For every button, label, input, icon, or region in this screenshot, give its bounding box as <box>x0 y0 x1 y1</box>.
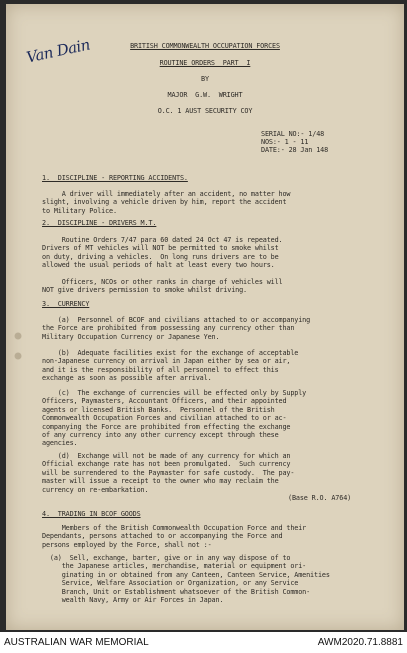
section-3-a: (a) Personnel of BCOF and civilians attached to or accompanying the Force are prohibited from possessing any currency other than Military Occupation Currency or Japanese Yen. <box>42 316 311 341</box>
section-3-reference: (Base R.O. A764) <box>288 494 352 502</box>
archive-footer <box>0 632 407 653</box>
section-4-body: Members of the British Commonwealth Occupation Force and their Dependants, persons attached to or accompanying the Force and persons employed by the Force, shall not :- <box>42 524 307 549</box>
header-officer: MAJOR G.W. WRIGHT <box>167 91 243 99</box>
serial-number: SERIAL NO:- 1/48 <box>261 130 325 138</box>
footer-institution: AUSTRALIAN WAR MEMORIAL <box>4 637 149 648</box>
section-2-title: 2. DISCIPLINE - DRIVERS M.T. <box>42 219 157 227</box>
punch-hole-bottom <box>15 353 22 360</box>
section-4-title: 4. TRADING IN BCOF GOODS <box>42 510 141 518</box>
section-1-body: A driver will immediately after an accident, no matter how slight, involving a vehicle driven by him, report the accident to Military Police. <box>42 190 291 215</box>
serial-date: DATE:- 28 Jan 148 <box>261 146 329 154</box>
section-3-c: (c) The exchange of currencies will be effected only by Supply Officers, Paymasters, Accountant Officers, and their appointed agents or licensed British Banks. Personnel of the British Commonwealth Occupation Forces and civilian attached to or ac- companying the Force are prohibited from effecting the exchange of any currency into any other currency except through these agencies. <box>42 389 307 448</box>
handwritten-signature: Van Dain <box>24 35 92 67</box>
section-4-a: (a) Sell, exchange, barter, give or in any way dispose of to the Japanese articles, merchandise, material or equipment ori- ginating in or obtained from any Canteen, Canteen Service, Amenities Service, Welfare Association or Organization, or any Service Branch, Unit or Establishment whatsoever of the British Common- wealth Navy, Army or Air Forces in Japan. <box>49 554 330 605</box>
punch-hole-top <box>15 333 22 340</box>
section-3-b: (b) Adequate facilities exist for the exchange of acceptable non-Japanese currency on arrival in Japan either by sea or air, and it is the responsibility of all personnel to effect this exchange as soon as possible after arrival. <box>42 349 299 383</box>
document-page <box>6 4 404 630</box>
footer-accession-number: AWM2020.71.8881 <box>317 637 403 648</box>
section-3-title: 3. CURRENCY <box>42 300 90 308</box>
section-3-d: (d) Exchange will not be made of any currency for which an Official exchange rate has not been promulgated. Such currency will be surrendered to the Paymaster for safe custody. The pay- master will issue a receipt to the owner who may reclaim the currency on re-embarkation. <box>42 452 295 494</box>
section-1-title: 1. DISCIPLINE - REPORTING ACCIDENTS. <box>42 174 188 182</box>
header-by: BY <box>201 75 209 83</box>
header-subtitle: ROUTINE ORDERS PART I <box>159 59 251 67</box>
serial-nos: NOS:- 1 - 11 <box>261 138 309 146</box>
header-unit: O.C. 1 AUST SECURITY COY <box>157 107 253 115</box>
header-title: BRITISH COMMONWEALTH OCCUPATION FORCES <box>130 42 280 50</box>
section-2-body: Routine Orders 7/47 para 60 dated 24 Oct 47 is repeated. Drivers of MT vehicles will NOT be permitted to smoke whilst on duty, driving a vehicles. On long runs drivers are to be allowed the usual periods of halt at least every two hours. Officers, NCOs or other ranks in charge of vehicles will NOT give drivers permission to smoke whilst driving. <box>42 236 283 295</box>
